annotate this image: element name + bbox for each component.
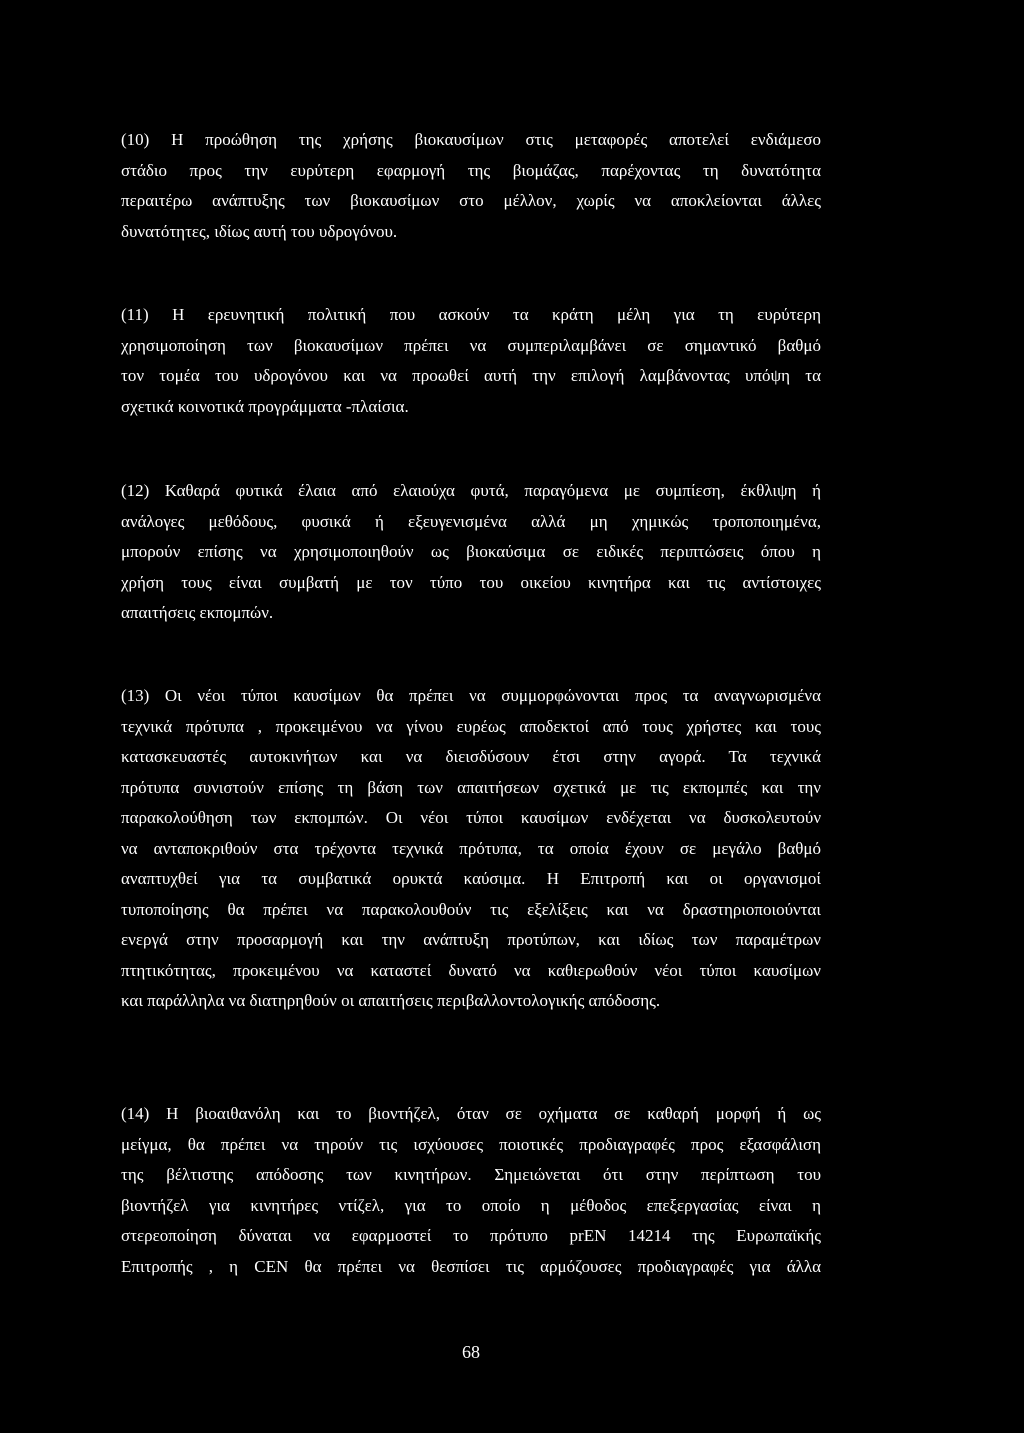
- text-line: μπορούν επίσης να χρησιμοποιηθούν ως βιοκαύσιμα σε ειδικές περιπτώσεις όπου η: [121, 542, 821, 561]
- text-line: τον τομέα του υδρογόνου και να προωθεί αυτή την επιλογή λαμβάνοντας υπόψη τα: [121, 366, 821, 385]
- text-line: πρότυπα συνιστούν επίσης τη βάση των απαιτήσεων σχετικά με τις εκπομπές και την: [121, 777, 821, 797]
- text-line: ανάλογες μεθόδους, φυσικά ή εξευγενισμένα αλλά μη χημικώς τροποποιημένα,: [121, 511, 821, 531]
- text-line: (13) Οι νέοι τύποι καυσίμων θα πρέπει να συμμορφώνονται προς τα αναγνωρισμένα: [121, 686, 821, 705]
- text-line: περαιτέρω ανάπτυξης των βιοκαυσίμων στο μέλλον, χωρίς να αποκλείονται άλλες: [121, 191, 821, 210]
- paragraph-11: [121, 300, 821, 422]
- paragraph-10: [121, 125, 821, 247]
- paragraph-12: [121, 476, 821, 629]
- text-line: (10) Η προώθηση της χρήσης βιοκαυσίμων στις μεταφορές αποτελεί ενδιάμεσο: [121, 130, 821, 149]
- text-line: της βέλτιστης απόδοσης των κινητήρων. Σημειώνεται ότι στην περίπτωση του: [121, 1165, 821, 1184]
- text-line: (14) Η βιοαιθανόλη και το βιοντήζελ, όταν σε οχήματα σε καθαρή μορφή ή ως: [121, 1104, 821, 1123]
- text-line: και παράλληλα να διατηρηθούν οι απαιτήσεις περιβαλλοντολογικής απόδοσης.: [121, 991, 661, 1010]
- text-line: σχετικά κοινοτικά προγράμματα -πλαίσια.: [121, 396, 409, 416]
- text-line: Επιτροπής , η CEN θα πρέπει να θεσπίσει τις αρμόζουσες προδιαγραφές για άλλα: [121, 1256, 821, 1276]
- text-line: (11) Η ερευνητική πολιτική που ασκούν τα κράτη μέλη για τη ευρύτερη: [121, 305, 821, 324]
- text-line: κατασκευαστές αυτοκινήτων και να διεισδύσουν έτσι στην αγορά. Τα τεχνικά: [121, 747, 821, 766]
- text-line: παρακολούθηση των εκπομπών. Οι νέοι τύποι καυσίμων ενδέχεται να δυσκολευτούν: [121, 808, 821, 827]
- text-line: χρησιμοποίηση των βιοκαυσίμων πρέπει να συμπεριλαμβάνει σε σημαντικό βαθμό: [121, 335, 821, 355]
- text-line: ενεργά στην προσαρμογή και την ανάπτυξη προτύπων, και ιδίως των παραμέτρων: [121, 930, 821, 949]
- text-line: μείγμα, θα πρέπει να τηρούν τις ισχύουσες ποιοτικές προδιαγραφές προς εξασφάλιση: [121, 1134, 821, 1154]
- text-line: πτητικότητας, προκειμένου να καταστεί δυνατό να καθιερωθούν νέοι τύποι καυσίμων: [121, 960, 821, 980]
- text-line: βιοντήζελ για κινητήρες ντίζελ, για το οποίο η μέθοδος επεξεργασίας είναι η: [121, 1195, 821, 1215]
- text-line: δυνατότητες, ιδίως αυτή του υδρογόνου.: [121, 221, 398, 241]
- document-page: [121, 0, 821, 1433]
- page-number: 68: [462, 1342, 480, 1362]
- text-line: στάδιο προς την ευρύτερη εφαρμογή της βιομάζας, παρέχοντας τη δυνατότητα: [121, 160, 821, 180]
- text-line: αναπτυχθεί για τα συμβατικά ορυκτά καύσιμα. Η Επιτροπή και οι οργανισμοί: [121, 869, 821, 888]
- text-line: (12) Καθαρά φυτικά έλαια από ελαιούχα φυτά, παραγόμενα με συμπίεση, έκθλιψη ή: [121, 481, 821, 500]
- text-line: να ανταποκριθούν στα τρέχοντα τεχνικά πρότυπα, τα οποία έχουν σε μεγάλο βαθμό: [121, 838, 821, 858]
- paragraph-14: [121, 1099, 821, 1282]
- text-line: στερεοποίηση δύναται να εφαρμοστεί το πρότυπο prEN 14214 της Ευρωπαϊκής: [121, 1226, 821, 1245]
- text-line: χρήση τους είναι συμβατή με τον τύπο του οικείου κινητήρα και τις αντίστοιχες: [121, 572, 821, 592]
- text-line: τεχνικά πρότυπα , προκειμένου να γίνου ευρέως αποδεκτοί από τους χρήστες και τους: [121, 716, 821, 736]
- text-line: απαιτήσεις εκπομπών.: [121, 603, 274, 622]
- text-line: τυποποίησης θα πρέπει να παρακολουθούν τις εξελίξεις και να δραστηριοποιούνται: [121, 899, 821, 919]
- paragraph-13: [121, 681, 821, 1017]
